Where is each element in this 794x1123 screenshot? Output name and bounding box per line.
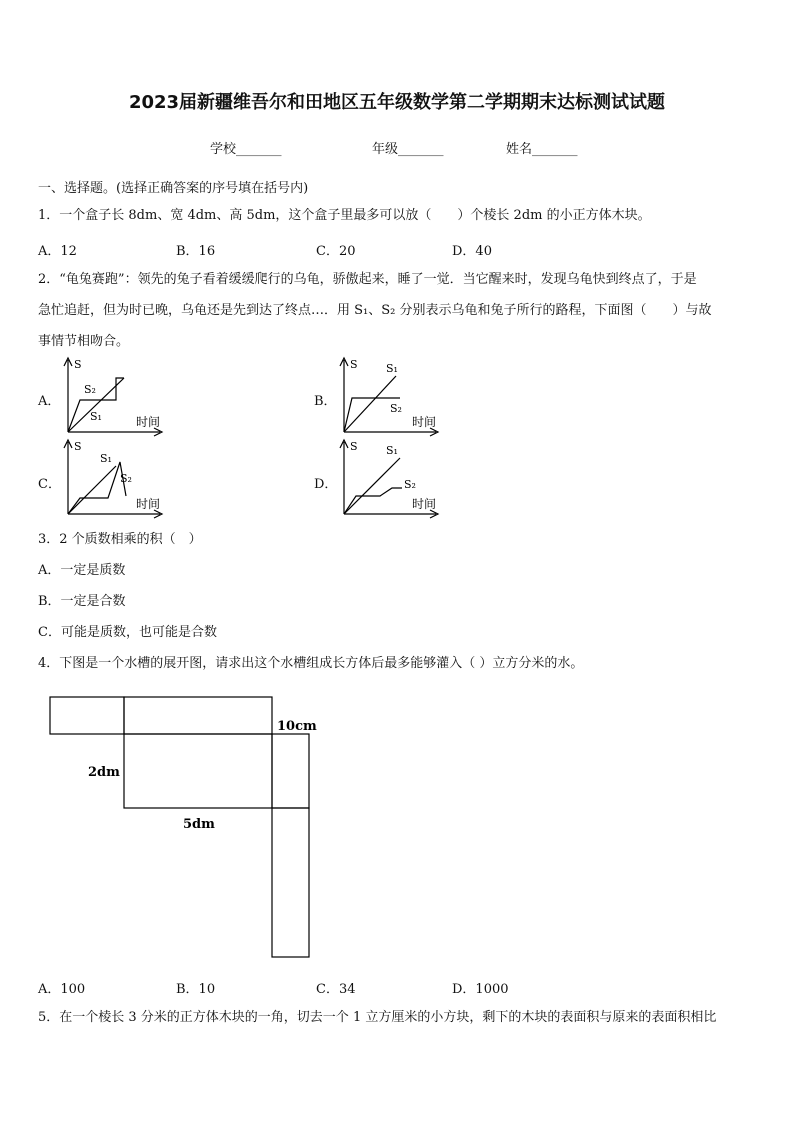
q3-option-a: A．一定是质数 [38, 563, 126, 578]
q4-option-c: C．34 [316, 982, 356, 997]
axis-x-label: 时间 [136, 497, 161, 511]
axis-y-label: S [350, 440, 358, 453]
q3-option-b: B．一定是合数 [38, 594, 126, 609]
question-2-line-2: 急忙追赶，但为时已晚，乌龟还是先到达了终点…．用 S₁、S₂ 分别表示乌龟和兔子所行的路程，下面图（ ）与故 [38, 303, 712, 318]
question-2-line-1: 2．“龟兔赛跑”：领先的兔子看着缓缓爬行的乌龟，骄傲起来，睡了一觉．当它醒来时，发现乌龟快到终点了，于是 [38, 272, 697, 287]
axis-y-label: S [74, 358, 82, 371]
question-4: 4．下图是一个水槽的展开图，请求出这个水槽组成长方体后最多能够灌入（ ）立方分米的水。 [38, 656, 584, 671]
q1-option-c: C．20 [316, 244, 356, 259]
length-label: 5dm [183, 817, 215, 832]
question-5: 5．在一个棱长 3 分米的正方体木块的一角，切去一个 1 立方厘米的小方块，剩下的木块的表面积与原来的表面积相比 [38, 1010, 717, 1025]
q4-option-a: A．100 [38, 982, 86, 997]
height-label: 10cm [277, 719, 317, 734]
graph-a [60, 356, 170, 438]
width-label: 2dm [88, 765, 120, 780]
question-2-line-3: 事情节相吻合。 [38, 334, 130, 349]
graph-c-label: C． [38, 477, 61, 492]
axis-y-label: S [74, 440, 82, 453]
graph-b-label: B． [314, 394, 337, 409]
graph-d [336, 438, 446, 520]
question-1: 1．一个盒子长 8dm、宽 4dm、高 5dm，这个盒子里最多可以放（ ）个棱长 2dm 的小正方体木块。 [38, 208, 651, 223]
graph-b [336, 356, 446, 438]
grade-field: 年级_______ [372, 142, 444, 157]
graph-d-label: D． [314, 477, 338, 492]
q3-option-c: C．可能是质数，也可能是合数 [38, 625, 217, 640]
section-heading: 一、选择题。(选择正确答案的序号填在括号内) [38, 181, 309, 196]
graph-c [60, 438, 170, 520]
s1-label: S₁ [100, 452, 112, 465]
axis-x-label: 时间 [412, 497, 437, 511]
s1-label: S₁ [386, 362, 398, 375]
s1-label: S₁ [386, 444, 398, 457]
axis-x-label: 时间 [136, 415, 161, 429]
tank-net-diagram [0, 690, 794, 970]
q1-option-d: D．40 [452, 244, 492, 259]
q1-option-b: B．16 [176, 244, 216, 259]
q4-option-b: B．10 [176, 982, 216, 997]
q1-option-a: A．12 [38, 244, 77, 259]
s2-label: S₂ [120, 472, 132, 485]
page-title: 2023届新疆维吾尔和田地区五年级数学第二学期期末达标测试试题 [128, 92, 666, 113]
q4-option-d: D．1000 [452, 982, 509, 997]
axis-x-label: 时间 [412, 415, 437, 429]
school-field: 学校_______ [210, 142, 282, 157]
axis-y-label: S [350, 358, 358, 371]
graph-a-label: A． [38, 394, 61, 409]
question-3: 3．2 个质数相乘的积（ ） [38, 532, 202, 547]
name-field: 姓名_______ [506, 142, 578, 157]
s2-label: S₂ [390, 402, 402, 415]
s2-label: S₂ [84, 383, 96, 396]
s2-label: S₂ [404, 478, 416, 491]
s1-label: S₁ [90, 410, 102, 423]
